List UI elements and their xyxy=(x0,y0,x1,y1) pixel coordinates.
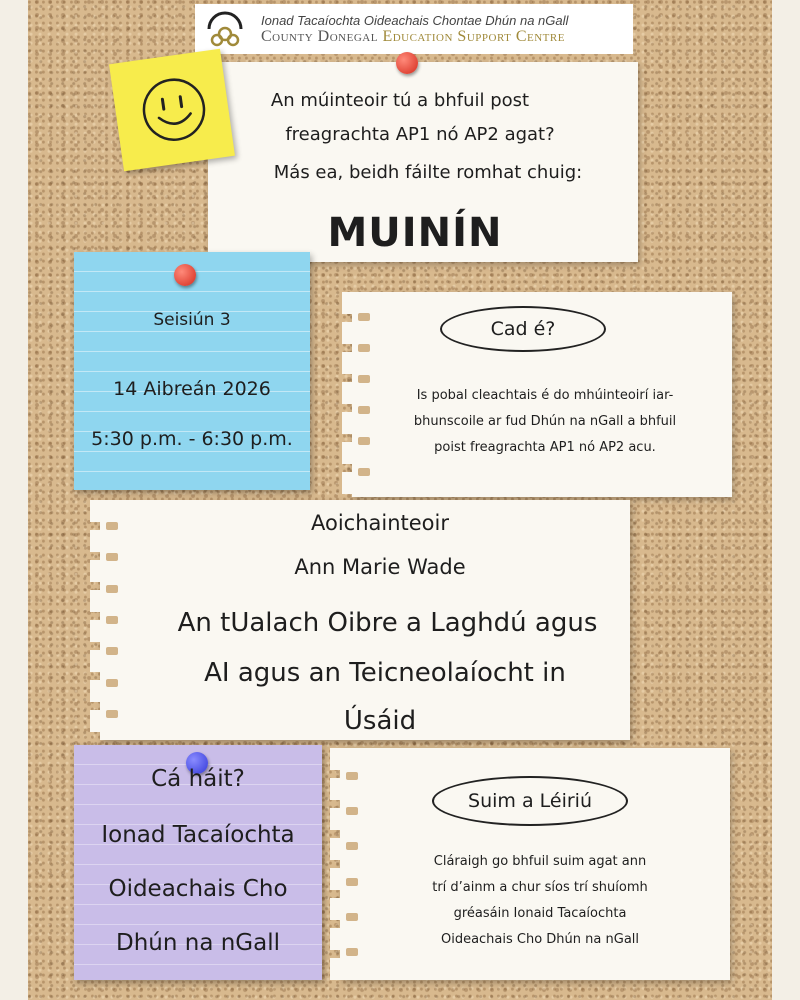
what-line-2: bhunscoile ar fud Dhún na nGall a bhfuil xyxy=(413,414,677,429)
where-heading: Cá háit? xyxy=(151,766,245,792)
session-label: Seisiún 3 xyxy=(153,310,231,330)
red-pin-icon xyxy=(396,52,418,74)
what-line-1: Is pobal cleachtais é do mhúinteoirí iar- xyxy=(416,388,674,403)
logo-english-part2: Education Support Centre xyxy=(382,27,565,45)
interest-line-3: gréasáin Ionaid Tacaíochta xyxy=(453,906,627,921)
intro-line-2: freagrachta AP1 nó AP2 agat? xyxy=(285,124,555,145)
speaker-name: Ann Marie Wade xyxy=(294,555,466,579)
topic-line-3: Úsáid xyxy=(343,706,417,736)
topic-line-1: An tUalach Oibre a Laghdú agus xyxy=(177,608,598,638)
interest-line-2: trí d’ainm a chur síos trí shuíomh xyxy=(432,880,648,895)
red-pin-icon xyxy=(174,264,196,286)
notebook-holes xyxy=(346,758,358,970)
where-line-1: Ionad Tacaíochta xyxy=(101,822,295,848)
speaker-label: Aoichainteoir xyxy=(310,511,450,535)
topic-line-2: AI agus an Teicneolaíocht in xyxy=(204,658,566,688)
what-heading: Cad é? xyxy=(490,318,556,340)
intro-line-1: An múinteoir tú a bhfuil post xyxy=(270,90,530,111)
interest-heading: Suim a Léiriú xyxy=(468,790,592,812)
what-heading-pill xyxy=(440,306,606,352)
interest-heading-pill xyxy=(432,776,628,826)
logo-english-part1: County Donegal xyxy=(261,27,378,45)
logo-english-name xyxy=(261,28,568,46)
smiley-face-icon xyxy=(109,49,235,172)
logo-irish-name: Ionad Tacaíochta Oideachais Chontae Dhún na nGall xyxy=(261,12,569,28)
celtic-triskele-icon xyxy=(203,7,247,51)
interest-line-4: Oideachais Cho Dhún na nGall xyxy=(440,932,640,947)
session-time: 5:30 p.m. - 6:30 p.m. xyxy=(91,428,293,450)
logo-banner xyxy=(195,4,633,54)
notebook-holes xyxy=(358,302,370,487)
intro-line-3: Más ea, beidh fáilte romhat chuig: xyxy=(273,162,583,183)
session-date: 14 Aibreán 2026 xyxy=(113,378,271,400)
where-line-3: Dhún na nGall xyxy=(115,930,280,956)
event-name: MUINÍN xyxy=(327,210,503,256)
yellow-sticky-note xyxy=(109,49,235,172)
where-line-2: Oideachais Cho xyxy=(108,876,288,902)
interest-line-1: Cláraigh go bhfuil suim agat ann xyxy=(433,854,647,869)
what-line-3: poist freagrachta AP1 nó AP2 acu. xyxy=(434,440,656,455)
